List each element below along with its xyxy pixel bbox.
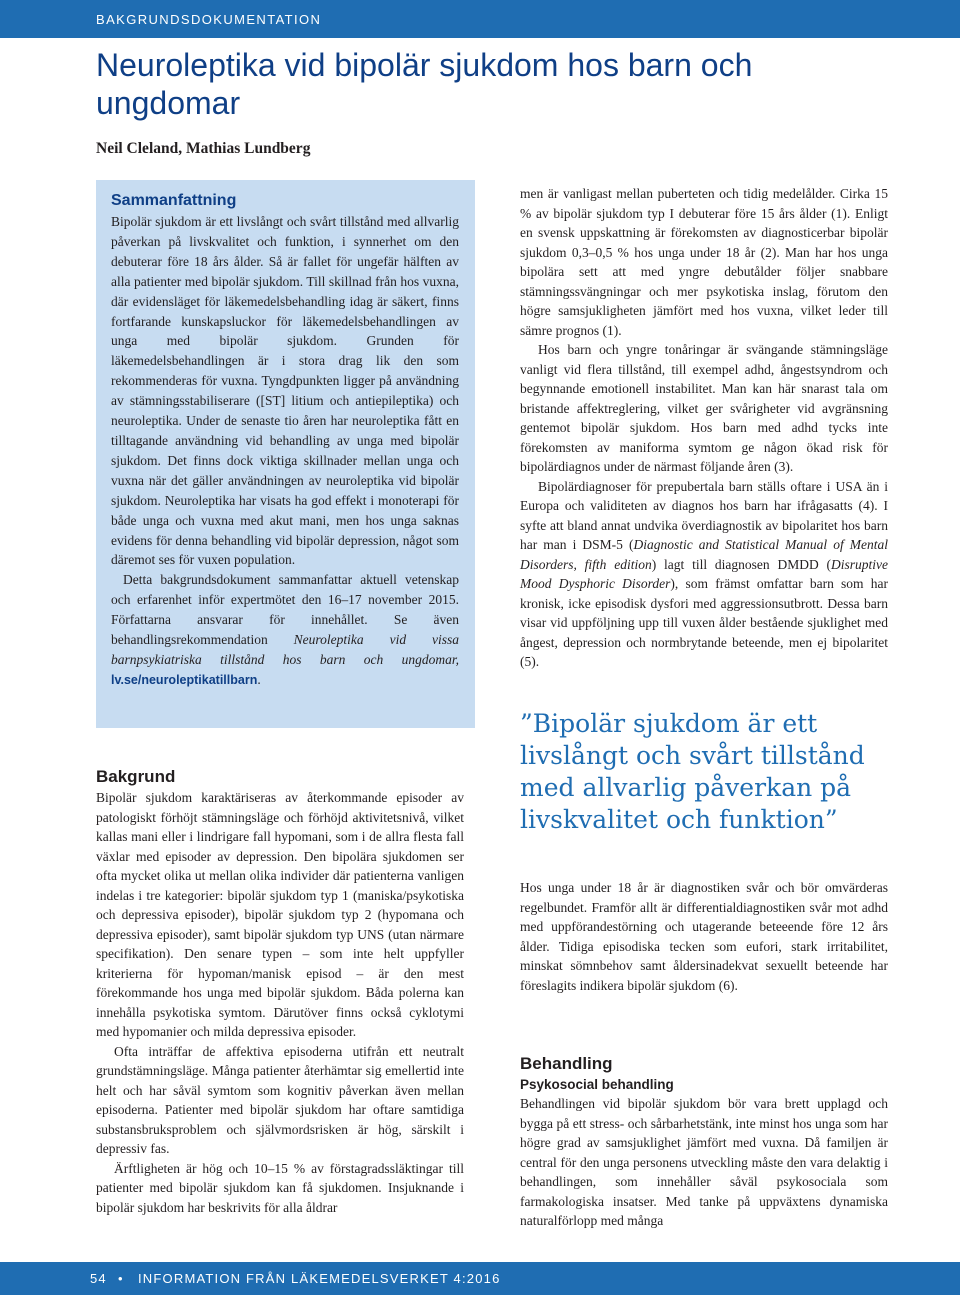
publication-name: INFORMATION FRÅN LÄKEMEDELSVERKET 4:2016: [138, 1271, 501, 1286]
section-label: BAKGRUNDSDOKUMENTATION: [96, 12, 322, 27]
link-suffix: .: [257, 671, 261, 687]
behandling-paragraph: Behandlingen vid bipolär sjukdom bör vara brett upplagd och bygga på ett stress- och sårbarhetstänk, inte minst hos unga som har högre grad av samsjuklighet jämfört med vuxna. Då familjen är central för den unga personens utveckling måste den vara delaktig i behandlingen, som innehåller såväl psykosociala som farmakologiska insatser. Med tanke på uppväxtens dynamiska naturalförlopp med många: [520, 1096, 888, 1228]
page-number: 54: [90, 1271, 107, 1286]
behandling-heading: Behandling: [520, 1054, 613, 1073]
right-paragraph-3: [520, 477, 888, 672]
right-paragraph-2: Hos barn och yngre tonåringar är svängande stämningsläge vanligt vid flera tillstånd, till exempel adhd, ångestsyndrom och begynnande emotionell instabilitet. Man kan här snarast tala om bristande affektreglering, vilket ger svårigheter vid avgränsning gentemot bipolär sjukdom. Hos barn med adhd tycks inte förekomsten av maniforma symtom ge någon ökad risk för bipolärdiagnos under de närmast följande åren (3).: [520, 342, 888, 474]
psykosocial-heading: Psykosocial behandling: [520, 1077, 674, 1092]
summary-paragraph-2: [111, 570, 459, 690]
pull-quote: ”Bipolär sjukdom är ett livslångt och svårt tillstånd med allvarlig påverkan på livskvalitet och funktion”: [520, 709, 865, 834]
bakgrund-paragraph-1: Bipolär sjukdom karaktäriseras av återkommande episoder av patologiskt förhöjt stämningsläge och förhöjd aktivitetsnivå, vilket kallas mani eller i lindrigare fall hypomani, som i de allra flesta fall växlar med episoder av depression. Den bipolära sjukdomen ser ofta mycket olika ut mellan olika individer där patienterna vanligen indelas i tre kategorier: bipolär sjukdom typ 1 (maniska/psykotiska och depressiva episoder), bipolär sjukdom typ 2 (hypomana och depressiva episoder), samt bipolär sjukdom typ UNS (utan närmare specifikation). Den senare typen – som inte helt uppfyller kriterierna för hypoman/manisk episod – är den mest förekommande hos unga med bipolär sjukdom. Båda polerna kan innehålla psykotiska symtom. Därutöver finns också cyklotymi med hypomanier och milda depressiva episoder.: [96, 790, 464, 1039]
dsm-title: Diagnostic and Statistical Manual of Mental Disorders, fifth edition: [520, 537, 889, 572]
dmdd-title: Disruptive Mood Dysphoric Disorder: [520, 556, 888, 591]
bakgrund-paragraph-2: Ofta inträffar de affektiva episoderna utifrån ett neutralt grundstämningsläge. Många patienter återhämtar sig emellertid inte helt och har såväl symtom som kognitiv påverkan även mellan episoderna. Patienter med bipolär sjukdom har oftare samtidiga substansbruksproblem och självmordsrisken är hög, särskilt i depressiv fas.: [96, 1043, 464, 1156]
right-paragraph-4: Hos unga under 18 år är diagnostiken svår och bör omvärderas regelbundet. Framför allt är differentialdiagnostiken svår mot adhd med uppförandestörning och utagerande beteeende före 12 års ålder. Tidiga episodiska tecken som eufori, stark irritabilitet, minskat sömnbehov samt åldersinadekvat sexuellt beteende har föreslagits indikera bipolär sjukdom (6).: [520, 880, 888, 993]
p3-text-a: Bipolärdiagnoser för prepubertala barn ställs oftare i USA än i Europa och validiteten av diagnos hos barn har ifrågasatts (4). I syfte att bland annat undvika överdiagnostik av bipolaritet hos barn har man i DSM-5 (: [520, 478, 888, 552]
article-title: Neuroleptika vid bipolär sjukdom hos barn och ungdomar: [96, 47, 753, 121]
top-section-band: [0, 0, 960, 38]
summary-box: [96, 180, 475, 728]
right-paragraph-1: men är vanligast mellan puberteten och tidig medelålder. Cirka 15 % av bipolär sjukdom typ I debuterar före 15 års ålder (1). Enligt en svensk uppskattning är förekomsten av diagnosticerbar bipolär sjukdom 0,3–0,5 % hos unga under 18 år (2). Man har hos unga bipolära sett att med yngre debutålder följer snabbare stämningssvängningar och mer psykotiska inslag, förutom den högre samsjukligheten jämfört med hos vuxna, vilket leder till sämre prognos (1).: [520, 186, 888, 338]
p3-text-c: ), som främst omfattar barn som har kronisk, icke episodisk dysfori med aggressionsutbrott. Dessa barn visar vid uppföljning upp till vuxen ålder bestående sjuklighet med ångest, depression och normbrytande beteende, men ej bipolaritet (5).: [520, 576, 888, 669]
footer-band: [0, 1262, 960, 1295]
bakgrund-paragraph-3: Ärftligheten är hög och 10–15 % av förstagradssläktingar till patienter med bipolär sjukdom kan få sjukdomen. Insjuknande i bipolär sjukdom har beskrivits för alla åldrar: [96, 1160, 464, 1215]
bakgrund-section: [96, 766, 464, 1217]
recommendation-title: Neuroleptika vid vissa barnpsykiatriska tillstånd hos barn och ungdomar,: [111, 632, 459, 667]
summary-paragraph-2-text: Detta bakgrundsdokument sammanfattar aktuell vetenskap och erfarenhet inför expertmötet den 16–17 november 2015. Författarna ansvarar för innehållet. Se även behandlingsrekommendation: [111, 572, 459, 648]
article-authors: Neil Cleland, Mathias Lundberg: [96, 140, 311, 157]
behandling-section: [520, 1053, 888, 1231]
right-column-top: [520, 184, 888, 672]
summary-paragraph: Bipolär sjukdom är ett livslångt och svårt tillstånd med allvarlig påverkan på livskvalitet och funktion, i synnerhet om den debuterar före 18 års ålder. Så är fallet för ungefär hälften av alla patienter med bipolär sjukdom. Till skillnad från hos vuxna, där evidensläget för läkemedelsbehandling idag är säkert, finns fortfarande kunskapsluckor för läkemedelsbehandlingen av unga med bipolär sjukdom. Grunden för läkemedelsbehandlingen är i stora drag lik den som rekommenderas för vuxna. Tyngdpunkten ligger på användning av stämningsstabiliserare ([ST] litium och antiepileptika) och neuroleptika. Under de senaste tio åren har neuroleptika fått en tilltagande användning vid behandling av unga med bipolär sjukdom. Det finns dock viktiga skillnader mellan unga och vuxna när det gäller användningen av neuroleptika vid bipolär sjukdom. Neuroleptika har visats ha god effekt i monoterapi för både unga och vuxna med akut mani, men hos unga saknas evidens för denna behandling vid bipolär depression, något som däremot ses för vuxen population.: [111, 214, 459, 568]
footer-bullet: •: [118, 1271, 124, 1286]
right-column-bottom: [520, 878, 888, 995]
recommendation-link[interactable]: lv.se/neuroleptikatillbarn: [111, 672, 258, 687]
bakgrund-heading: Bakgrund: [96, 767, 176, 786]
summary-heading: Sammanfattning: [111, 192, 237, 209]
p3-text-b: ) lagt till diagnosen DMDD (: [651, 556, 831, 572]
